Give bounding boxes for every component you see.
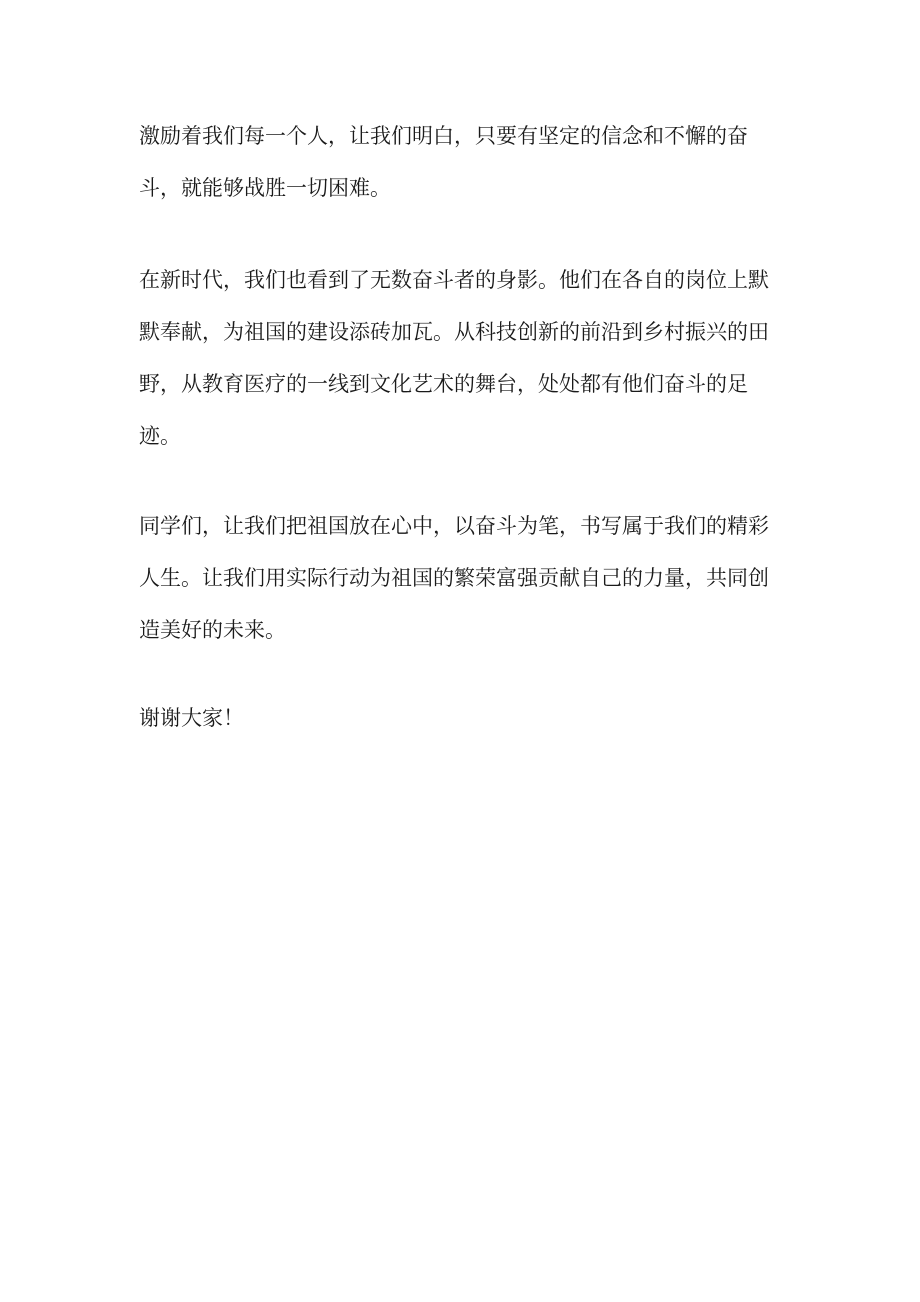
paragraph-line: 默奉献，为祖国的建设添砖加瓦。从科技创新的前沿到乡村振兴的田 [139,320,769,344]
paragraph-line: 同学们，让我们把祖国放在心中，以奋斗为笔，书写属于我们的精彩 [139,514,769,538]
paragraph-line: 造美好的未来。 [139,618,286,642]
closing-line: 谢谢大家！ [139,706,244,730]
paragraph-line: 野，从教育医疗的一线到文化艺术的舞台，处处都有他们奋斗的足 [139,372,748,396]
paragraph-line: 斗，就能够战胜一切困难。 [139,176,391,200]
paragraph-line: 在新时代，我们也看到了无数奋斗者的身影。他们在各自的岗位上默 [139,268,769,292]
paragraph-line: 激励着我们每一个人，让我们明白，只要有坚定的信念和不懈的奋 [139,124,748,148]
paragraph-line: 人生。让我们用实际行动为祖国的繁荣富强贡献自己的力量，共同创 [139,566,769,590]
paragraph-line: 迹。 [139,424,181,448]
